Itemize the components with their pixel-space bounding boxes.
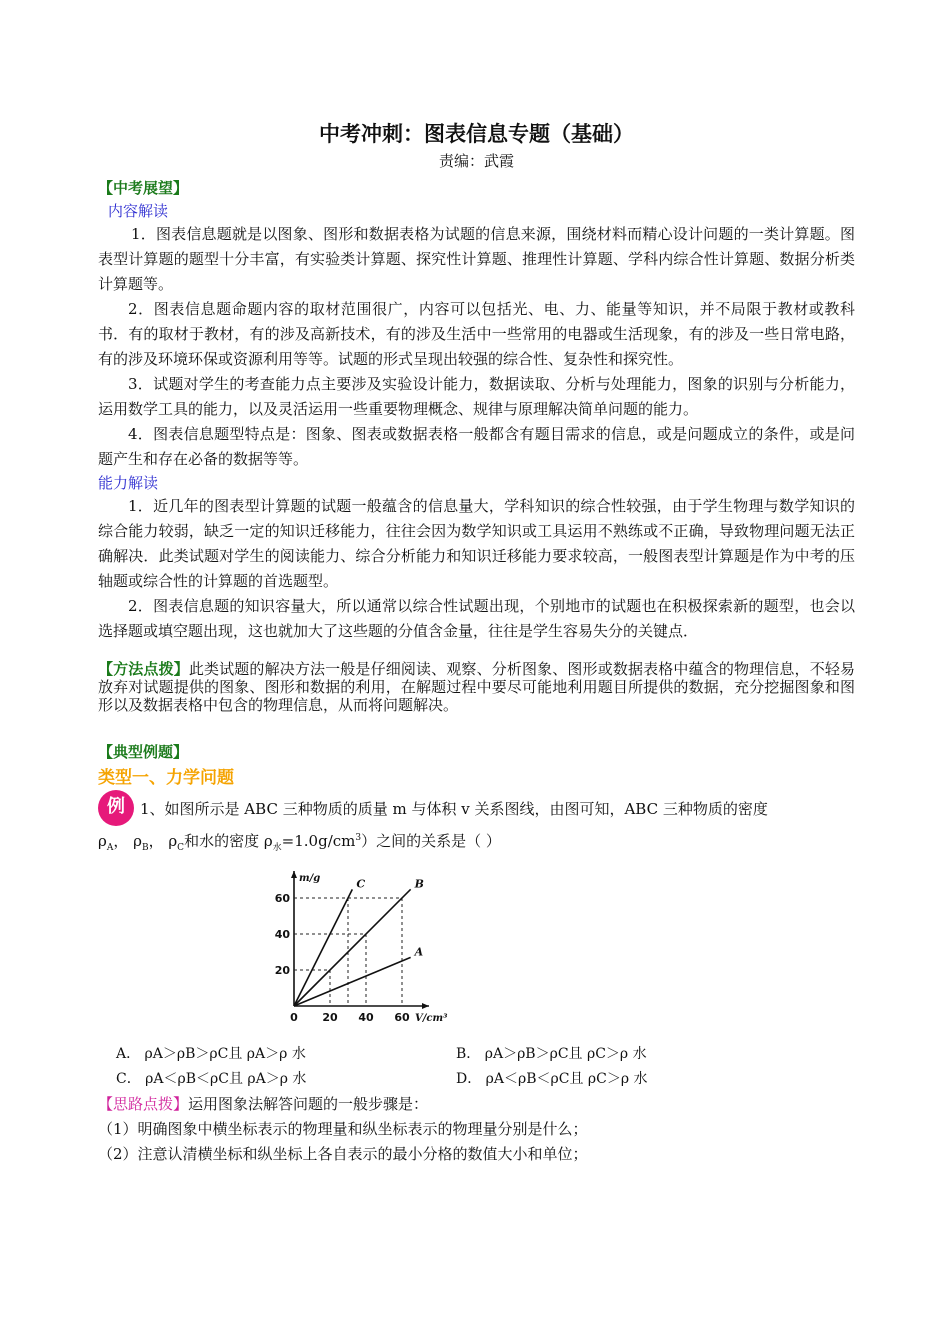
x-tick-label-0: 0 xyxy=(290,1011,298,1024)
series-label-C: C xyxy=(356,877,366,891)
option-d[interactable]: D． ρA＜ρB＜ρC且 ρC＞ρ 水 xyxy=(456,1071,648,1087)
series-line-B xyxy=(294,889,411,1006)
option-c[interactable]: C． ρA＜ρB＜ρC且 ρA＞ρ 水 xyxy=(116,1071,307,1087)
y-axis-label: m/g xyxy=(299,873,321,884)
content-para-3: 3．试题对学生的考查能力点主要涉及实验设计能力，数据读取、分析与处理能力，图象的识别与分析能力，运用数学工具的能力，以及灵活运用一些重要物理概念、规律与原理解决简单问题的能力。 xyxy=(98,375,855,418)
question-text-line1: 1、如图所示是 ABC 三种物质的质量 m 与体积 v 关系图线，由图可知，ABC 三种物质的密度 xyxy=(140,800,768,818)
section-heading-examples: 【典型例题】 xyxy=(98,743,189,761)
answer-options xyxy=(98,1042,855,1092)
y-tick-label-20: 20 xyxy=(274,964,290,977)
content-para-4: 4．图表信息题型特点是：图象、图表或数据表格一般都含有题目需求的信息，或是问题成立的条件，或是问题产生和存在必备的数据等等。 xyxy=(98,425,855,468)
type-heading: 类型一、力学问题 xyxy=(98,768,234,788)
subheading-content: 内容解读 xyxy=(108,202,169,220)
x-axis-arrow-icon xyxy=(422,1003,429,1009)
example-badge-icon: 例 xyxy=(98,790,134,826)
method-text: 此类试题的解决方法一般是仔细阅读、观察、分析图象、图形或数据表格中蕴含的物理信息，不轻易放弃对试题提供的图象、图形和数据的利用，在解题过程中要尽可能地利用题目所提供的数据，充分挖掘图象和图形以及数据表格中包含的物理信息，从而将问题解决。 xyxy=(98,660,855,714)
content-para-2: 2．图表信息题命题内容的取材范围很广，内容可以包括光、电、力、能量等知识，并不局限于教材或教科书．有的取材于教材，有的涉及高新技术，有的涉及生活中一些常用的电器或生活现象，有的涉及一些日常电路，有的涉及环境环保或资源利用等等。试题的形式呈现出较强的综合性、复杂性和探究性。 xyxy=(98,300,855,368)
x-axis-label: V/cm³ xyxy=(415,1013,448,1024)
step-2: （2）注意认清横坐标和纵坐标上各自表示的最小分格的数值大小和单位； xyxy=(98,1145,588,1163)
option-a[interactable]: A． ρA＞ρB＞ρC且 ρA＞ρ 水 xyxy=(116,1046,306,1062)
hint-line xyxy=(98,1092,855,1117)
series-line-C xyxy=(294,889,352,1006)
page-title: 中考冲刺：图表信息专题（基础） xyxy=(319,122,634,146)
x-tick-label-40: 40 xyxy=(358,1011,374,1024)
series-label-B: B xyxy=(414,877,424,891)
editor-line: 责编：武霞 xyxy=(438,152,514,170)
method-tag: 【方法点拨】 xyxy=(98,660,189,678)
y-tick-label-60: 60 xyxy=(274,892,290,905)
hint-text: 运用图象法解答问题的一般步骤是： xyxy=(188,1095,429,1113)
x-tick-label-60: 60 xyxy=(394,1011,410,1024)
step-1: （1）明确图象中横坐标表示的物理量和纵坐标表示的物理量分别是什么； xyxy=(98,1120,588,1138)
question-1 xyxy=(98,792,855,826)
section-heading-outlook: 【中考展望】 xyxy=(98,179,189,197)
method-block xyxy=(98,660,855,714)
series-line-A xyxy=(294,957,411,1006)
mass-volume-graph xyxy=(260,864,460,1034)
option-b[interactable]: B． ρA＞ρB＞ρC且 ρC＞ρ 水 xyxy=(456,1046,647,1062)
content-para-1: 1．图表信息题就是以图象、图形和数据表格为试题的信息来源，围绕材料而精心设计问题的一类计算题。图表型计算题的题型十分丰富，有实验类计算题、探究性计算题、推理性计算题、学科内综合性计算题、数据分析类计算题等。 xyxy=(98,225,855,293)
ability-para-2: 2．图表信息题的知识容量大，所以通常以综合性试题出现，个别地市的试题也在积极探索新的题型，也会以选择题或填空题出现，这也就加大了这些题的分值含金量，往往是学生容易失分的关键点． xyxy=(98,597,855,640)
y-tick-label-40: 40 xyxy=(274,928,290,941)
x-tick-label-20: 20 xyxy=(322,1011,338,1024)
hint-tag: 【思路点拨】 xyxy=(98,1095,189,1113)
y-axis-arrow-icon xyxy=(291,871,297,878)
document xyxy=(98,118,855,1167)
subheading-ability: 能力解读 xyxy=(98,474,159,492)
ability-para-1: 1．近几年的图表型计算题的试题一般蕴含的信息量大，学科知识的综合性较强，由于学生物理与数学知识的综合能力较弱，缺乏一定的知识迁移能力，往往会因为数学知识或工具运用不熟练或不正确，导致物理问题无法正确解决．此类试题对学生的阅读能力、综合分析能力和知识迁移能力要求较高，一般图表型计算题是作为中考的压轴题或综合性的计算题的首选题型。 xyxy=(98,497,855,590)
series-label-A: A xyxy=(414,945,424,959)
question-text-line2: $\rho_A$， $\rho_B$， $\rho_C$和水的密度 $\rho_水=1.0g/cm^3$）之间的关系是（ ） xyxy=(98,832,501,853)
